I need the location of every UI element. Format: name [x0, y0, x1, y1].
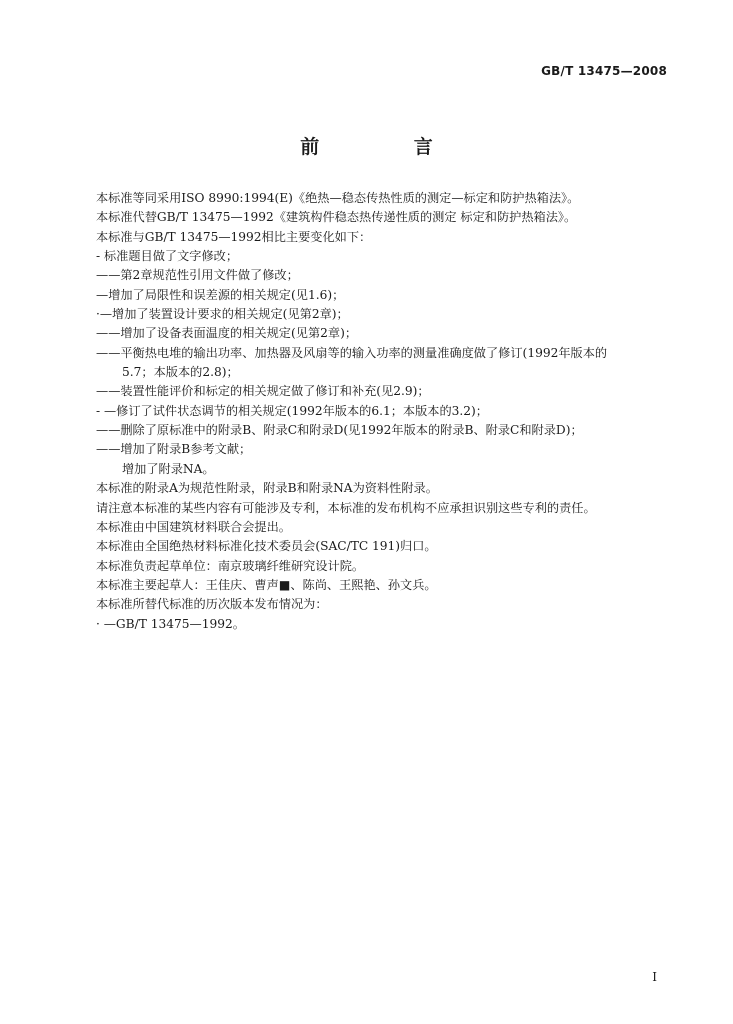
body-line: —增加了局限性和误差源的相关规定(见1.6)； [96, 287, 345, 302]
body-line: ——平衡热电堆的输出功率、加热器及风扇等的输入功率的测量准确度做了修订(1992年版本的 [96, 345, 608, 360]
body-line: ——增加了附录B参考文献； [96, 442, 252, 457]
body-line: 本标准与GB/T 13475—1992相比主要变化如下： [96, 229, 372, 244]
body-line: ——装置性能评价和标定的相关规定做了修订和补充(见2.9)； [96, 384, 430, 399]
body-line: 增加了附录NA。 [122, 461, 215, 476]
body-line: 本标准代替GB/T 13475—1992《建筑构件稳态热传递性质的测定 标定和防护热箱法》。 [96, 210, 577, 225]
preface-body [96, 189, 668, 634]
body-line: ——删除了原标准中的附录B、附录C和附录D(见1992年版本的附录B、附录C和附录D)； [96, 423, 583, 438]
body-line: 本标准由全国绝热材料标准化技术委员会(SAC/TC 191)归口。 [96, 539, 437, 554]
page-title: 前 言 [300, 136, 477, 158]
body-line: ——增加了设备表面温度的相关规定(见第2章)； [96, 326, 358, 341]
body-line: 本标准由中国建筑材料联合会提出。 [96, 519, 291, 534]
body-line: 本标准所替代标准的历次版本发布情况为： [96, 597, 328, 612]
body-line: - 标准题目做了文字修改； [96, 249, 239, 264]
body-line: 本标准等同采用ISO 8990:1994(E)《绝热—稳态传热性质的测定—标定和防护热箱法》。 [96, 191, 580, 205]
page-number: I [652, 970, 657, 984]
body-line: 请注意本标准的某些内容有可能涉及专利，本标准的发布机构不应承担识别这些专利的责任。 [96, 500, 596, 515]
body-line: - —修订了试件状态调节的相关规定(1992年版本的6.1；本版本的3.2)； [96, 403, 488, 418]
body-line: 本标准主要起草人：王佳庆、曹声■、陈尚、王熙艳、孙文兵。 [96, 577, 437, 592]
body-line: 本标准负责起草单位：南京玻璃纤维研究设计院。 [96, 558, 365, 573]
standard-code: GB/T 13475—2008 [541, 64, 667, 78]
body-line: · —GB/T 13475—1992。 [96, 616, 245, 631]
body-line-continuation: 5.7；本版本的2.8)； [122, 365, 239, 380]
body-line: 本标准的附录A为规范性附录，附录B和附录NA为资料性附录。 [96, 481, 438, 496]
body-line: ——第2章规范性引用文件做了修改； [96, 268, 299, 283]
body-line: ·—增加了装置设计要求的相关规定(见第2章)； [96, 307, 349, 322]
